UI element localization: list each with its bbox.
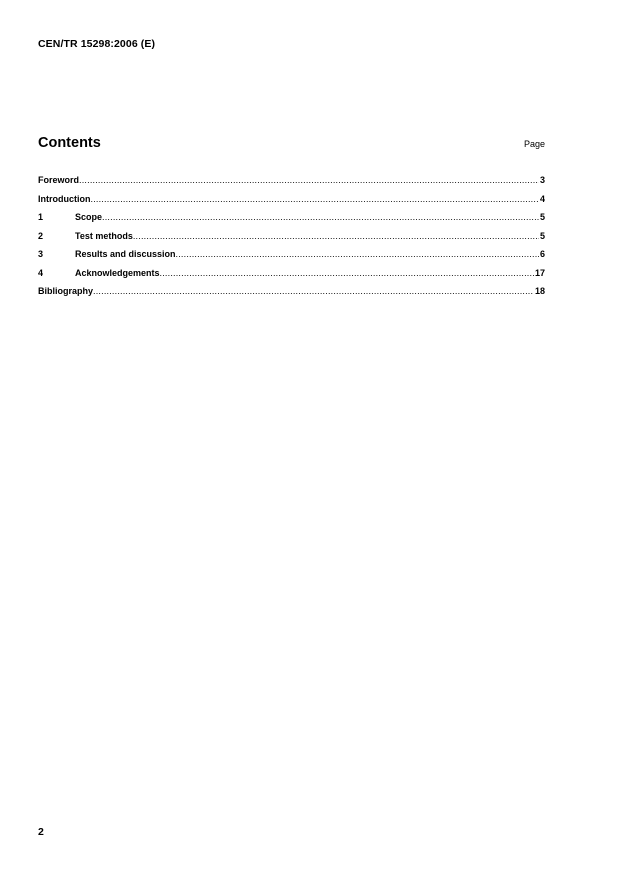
toc-entry-page: 18 xyxy=(534,286,545,296)
toc-entry-title: Acknowledgements xyxy=(75,267,160,278)
toc-entry-page: 5 xyxy=(539,212,545,222)
toc-entry-scope[interactable] xyxy=(38,212,545,231)
toc-entry-title: Bibliography xyxy=(38,286,94,296)
toc-entry-test-methods[interactable] xyxy=(38,231,545,250)
toc-dot-leader xyxy=(133,231,539,241)
page-number: 2 xyxy=(38,826,44,838)
toc-entry-foreword[interactable] xyxy=(38,175,545,194)
toc-dot-leader xyxy=(102,212,539,222)
toc-entry-number: 3 xyxy=(38,249,44,259)
toc-entry-title: Introduction xyxy=(38,193,91,204)
page-column-label: Page xyxy=(523,139,545,149)
toc-entry-page: 6 xyxy=(539,249,545,259)
toc-dot-leader xyxy=(93,286,534,296)
toc-entry-title: Results and discussion xyxy=(75,249,176,259)
toc-entry-number: 1 xyxy=(38,212,44,222)
toc-entry-acknowledgements[interactable] xyxy=(38,268,545,287)
toc-entry-page: 3 xyxy=(539,175,545,185)
toc-entry-title: Foreword xyxy=(38,175,80,185)
toc-dot-leader xyxy=(79,175,539,185)
toc-dot-leader xyxy=(91,194,539,204)
toc-entry-title: Test methods xyxy=(75,230,133,241)
toc-entry-title: Scope xyxy=(75,212,103,222)
toc-entry-number: 4 xyxy=(38,267,44,278)
toc-entry-introduction[interactable] xyxy=(38,194,545,213)
toc-entry-bibliography[interactable] xyxy=(38,286,545,305)
document-id-header: CEN/TR 15298:2006 (E) xyxy=(38,38,156,50)
toc-dot-leader xyxy=(176,249,539,259)
toc-entry-results-and-discussion[interactable] xyxy=(38,249,545,268)
table-of-contents xyxy=(38,175,545,305)
toc-dot-leader xyxy=(160,268,534,278)
toc-entry-number: 2 xyxy=(38,230,44,241)
contents-heading: Contents xyxy=(38,135,101,151)
toc-entry-page: 17 xyxy=(534,267,545,278)
toc-entry-page: 5 xyxy=(539,230,545,241)
toc-entry-page: 4 xyxy=(539,193,545,204)
